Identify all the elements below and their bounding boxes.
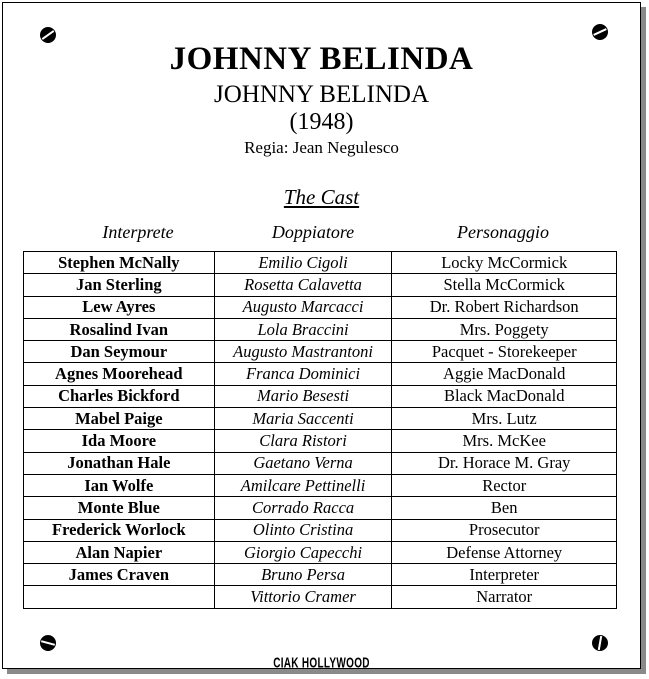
table-row <box>24 519 617 541</box>
actor-cell: Ida Moore <box>24 430 215 452</box>
role-cell: Pacquet - Storekeeper <box>392 341 617 363</box>
role-cell: Narrator <box>392 586 617 608</box>
actor-cell <box>24 586 215 608</box>
original-title: JOHNNY BELINDA <box>213 81 430 108</box>
column-header-personaggio: Personaggio <box>457 222 549 242</box>
actor-cell: Stephen McNally <box>24 252 215 274</box>
role-cell: Dr. Robert Richardson <box>392 296 617 318</box>
dubber-cell: Giorgio Capecchi <box>214 541 392 563</box>
actor-cell: Mabel Paige <box>24 408 215 430</box>
table-row <box>24 430 617 452</box>
director-credit: Regia: Jean Negulesco <box>244 138 399 157</box>
dubber-cell: Augusto Marcacci <box>214 296 392 318</box>
actor-cell: Jonathan Hale <box>24 452 215 474</box>
dubber-cell: Rosetta Calavetta <box>214 274 392 296</box>
role-cell: Dr. Horace M. Gray <box>392 452 617 474</box>
dubber-cell: Clara Ristori <box>214 430 392 452</box>
table-row <box>24 274 617 296</box>
role-cell: Mrs. McKee <box>392 430 617 452</box>
dubber-cell: Maria Saccenti <box>214 408 392 430</box>
actor-cell: Lew Ayres <box>24 296 215 318</box>
dubber-cell: Amilcare Pettinelli <box>214 474 392 496</box>
release-year: (1948) <box>289 109 354 135</box>
role-cell: Prosecutor <box>392 519 617 541</box>
dubber-cell: Vittorio Cramer <box>214 586 392 608</box>
role-cell: Aggie MacDonald <box>392 363 617 385</box>
dubber-cell: Corrado Racca <box>214 497 392 519</box>
role-cell: Interpreter <box>392 564 617 586</box>
dubber-cell: Mario Besesti <box>214 385 392 407</box>
dubber-cell: Emilio Cigoli <box>214 252 392 274</box>
actor-cell: Alan Napier <box>24 541 215 563</box>
table-row <box>24 541 617 563</box>
table-row <box>24 363 617 385</box>
role-cell: Mrs. Poggety <box>392 318 617 340</box>
ciak-hollywood-logo <box>3 653 640 671</box>
table-row <box>24 564 617 586</box>
table-row <box>24 408 617 430</box>
dubber-cell: Gaetano Verna <box>214 452 392 474</box>
dubber-cell: Bruno Persa <box>214 564 392 586</box>
cast-table <box>23 251 617 609</box>
actor-cell: Agnes Moorehead <box>24 363 215 385</box>
role-cell: Locky McCormick <box>392 252 617 274</box>
actor-cell: James Craven <box>24 564 215 586</box>
role-cell: Ben <box>392 497 617 519</box>
actor-cell: Monte Blue <box>24 497 215 519</box>
table-row <box>24 296 617 318</box>
role-cell: Stella McCormick <box>392 274 617 296</box>
dubber-cell: Franca Dominici <box>214 363 392 385</box>
table-row <box>24 497 617 519</box>
screw-icon <box>592 24 608 40</box>
role-cell: Mrs. Lutz <box>392 408 617 430</box>
dubber-cell: Olinto Cristina <box>214 519 392 541</box>
film-title: JOHNNY BELINDA <box>169 41 474 77</box>
actor-cell: Ian Wolfe <box>24 474 215 496</box>
table-row <box>24 385 617 407</box>
screw-icon <box>592 635 608 651</box>
column-header-doppiatore: Doppiatore <box>271 222 355 242</box>
table-row <box>24 452 617 474</box>
dubber-cell: Lola Braccini <box>214 318 392 340</box>
actor-cell: Charles Bickford <box>24 385 215 407</box>
table-row <box>24 586 617 608</box>
actor-cell: Frederick Worlock <box>24 519 215 541</box>
table-row <box>24 341 617 363</box>
table-row <box>24 252 617 274</box>
cast-heading-text: The Cast <box>283 185 360 209</box>
actor-cell: Rosalind Ivan <box>24 318 215 340</box>
role-cell: Rector <box>392 474 617 496</box>
table-row <box>24 318 617 340</box>
actor-cell: Dan Seymour <box>24 341 215 363</box>
cast-heading <box>3 185 640 210</box>
plaque <box>2 2 641 672</box>
role-cell: Defense Attorney <box>392 541 617 563</box>
screw-icon <box>40 635 56 651</box>
actor-cell: Jan Sterling <box>24 274 215 296</box>
table-row <box>24 474 617 496</box>
role-cell: Black MacDonald <box>392 385 617 407</box>
column-header-interprete: Interprete <box>102 222 174 242</box>
dubber-cell: Augusto Mastrantoni <box>214 341 392 363</box>
logo-text: CIAK HOLLYWOOD <box>273 655 370 672</box>
